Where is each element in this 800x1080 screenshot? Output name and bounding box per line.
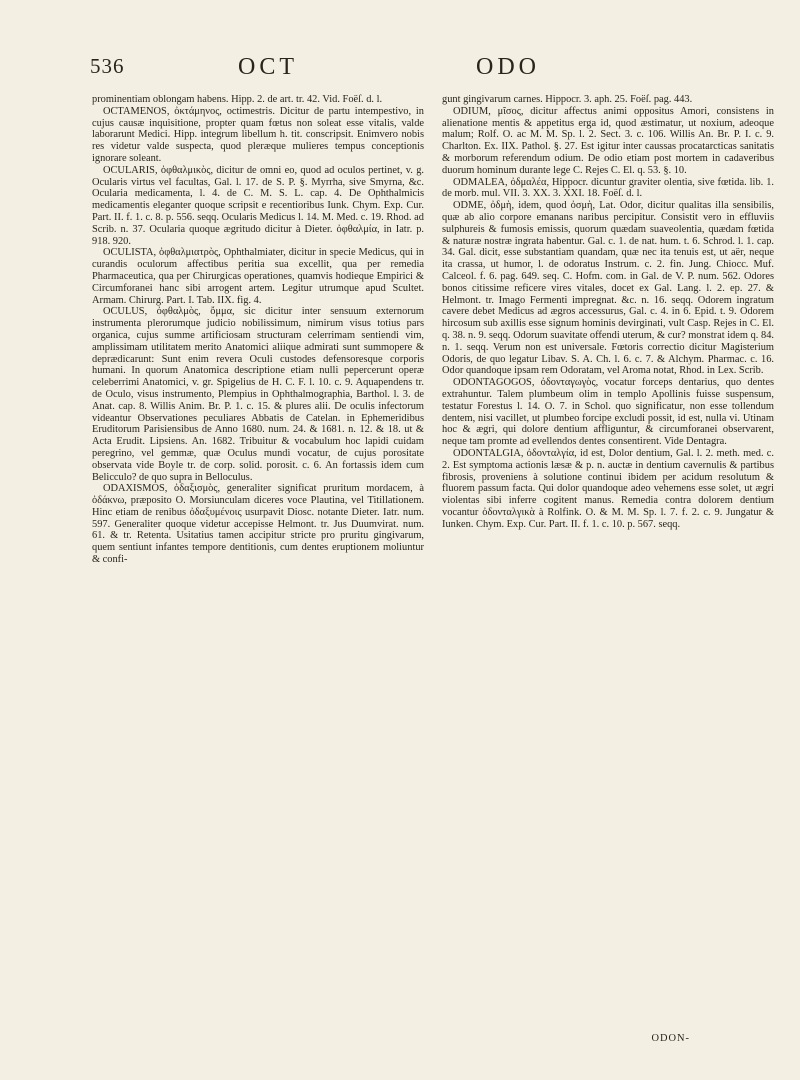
left-column	[92, 94, 424, 566]
entry-odaxismos: ODAXISMOS, ὀδαξισμὸς, generaliter significat pruritum mordacem, à ὀδάκνω, præposito O. Morsiunculam diceres voce Plautina, vel Titillationem. Hinc etiam de renibus ὀδαξυμένοις usurpavit Diosc. notante Dieter. Iatr. num. 597. Generaliter quoque videtur accepisse Helmont. tr. Jus Duumvirat. num. 61. & tr. Retenta. Usitatius tamen accipitur stricte pro pruritu gingivarum, quem sentiunt infantes tempore dentitionis, cum dentes eruptionem moliuntur & confi-	[92, 483, 424, 566]
right-running-head: ODO	[476, 54, 540, 80]
entry-ocularis: OCULARIS, ὀφθαλμικὸς, dicitur de omni eo, quod ad oculos pertinet, v. g. Ocularis virtus vel facultas, Gal. l. 17. de S. P. §. Myrrha, sive Smyrna, &c. Ocularia medicamenta, l. 4. de C. M. S. L. cap. 4. De Ophthalmicis medicamentis eleganter quoque scripsit e recentioribus Iunk. Chym. Exp. Cur. Part. II. f. 1. c. 8. p. 556. seqq. Ocularis Medicus l. 14. M. Med. c. 19. Rhod. ad Scrib. n. 37. Ocularia quoque ægritudo dicitur à Dieter. ὀφθαλμία, in Iatr. p. 918. 920.	[92, 164, 424, 247]
catchword: ODON-	[651, 1033, 690, 1044]
entry-continuation: gunt gingivarum carnes. Hippocr. 3. aph. 25. Foëſ. pag. 443.	[442, 94, 693, 105]
entry-odmalea: ODMALEA, ὀδμαλέα, Hippocr. dicuntur graviter olentia, sive fœtida. lib. 1. de morb. mul. VII. 3. XX. 3. XXI. 18. Foëſ. d. l.	[442, 176, 774, 200]
entry-odium: ODIUM, μῖσος, dicitur affectus animi oppositus Amori, consistens in alienatione mentis & appetitus erga id, quod æstimatur, ut noxium, adeoque malum; Rolf. O. ac M. M. Sp. l. 2. Sect. 3. c. 106. Willis An. Br. P. I. c. 9. Charlton. Ex. IIX. Pathol. §. 27. Est igitur inter caussas procatarcticas sanitatis & morborum referendum odium. De odio etiam post mortem in cadaveribus duorum hominum durante lege C. Rejes C. El. q. 53. §. 10.	[442, 105, 774, 176]
page-header	[90, 54, 700, 94]
entry-odme: ODME, ὀδμὴ, idem, quod ὀσμὴ, Lat. Odor, dicitur qualitas illa sensibilis, quæ ab alio corpore emanans naribus percipitur. Consistit vero in effluviis sulphureis & fumosis emissis, quorum quædam suaveolentia, quædam fœtida & naturæ nostræ ingrata habentur. Gal. c. 1. de nat. hum. t. 6. Schrod. l. 1. cap. 34. Gal. dicit, esse substantiam quandam, quæ nec ita tenuis est, ut aër, neque ita crassa, ut humor, l. de odoratus Instrum. c. 2. fin. Jung. Chiocc. Muf. Calceol. f. 6. pag. 649. seq. C. Hofm. com. in Gal. de V. P. num. 562. Odores bonos citissime reficere vires vitales, docet ex Gal. Lang. l. 2. ep. 27. & Helmont. tr. Imago Fermenti impregnat. &c. n. 16. seqq. Odorem ingratum cavere debet Medicus ad ægros accessurus, Gal. c. 4. in 6. Epid. t. 9. Odorem hircosum sub axillis esse signum hominis devirginati, vult Casp. Rejes in C. El. q. 38. n. 9. seqq. Odorum suavitate offendi uterum, & cur? monstrat idem q. 84. n. 1. seqq. Verum non est universale. Fœtoris correctio dicitur Magisterium Odoris, de quo legatur Libav. S. A. Ch. l. 6. c. 7. & Alchym. Pharmac. c. 16. Odor quandoque ipsam rem Odoratam, vel Aroma notat, Rhod. in Lex. Scrib.	[442, 200, 774, 377]
entry-oculus: OCULUS, ὀφθαλμὸς, ὄμμα, sic dicitur inter sensuum externorum instrumenta plerorumque judicio nobilissimum, nimirum visus totius pars organica, cujus summe artificiosam structuram celerrimam sentiendi vim, amplissimam utilitatem merito Anatomici aliique admirati sunt summopere & deprædicarunt: Sunt enim revera Oculi custodes defensoresque corporis humani. In quorum Anatomica descriptione etiam nulli pepercerunt operæ celeberrimi Anatomici, v. gr. Spigelius de H. C. F. l. 10. c. 9. Aquapendens tr. de Oculo, visus instrumento, Plempius in Ophthalmographia, Barthol. l. 3. de Anat. cap. 8. Willis Anim. Br. P. 1. c. 15. & plures alii. De oculis infectorum videantur Observationes peculiares Abbatis de Catelan. in Ephemeridibus Eruditorum Parisiensibus de Anno 1680. num. 24. & 1681. n. 12. & 18. ut & Acta Erudit. Lipsiens. An. 1682. Tribuitur & vocabulum hoc lapidi cuidam peregrino, vel gemmæ, quæ Oculus mundi vocatur, de cujus porositate observata vide Boyle tr. de corp. solid. porosit. c. 6. An fortassis idem cum Belicculo? de quo supra in Belloculus.	[92, 306, 424, 483]
entry-odontagogos: ODONTAGOGOS, ὀδονταγωγὸς, vocatur forceps dentarius, quo dentes extrahuntur. Talem plumbeum olim in templo Apollinis fuisse suspensum, testatur Forestus l. 14. O. 7. in Schol. quo significatur, non esse tollendum dentem, nisi vacillet, ut plumbeo forcipe excludi possit, id est, nulla vi. Utinam hoc & ægri, qui dolore dentium affliguntur, & circumforanei observarent, neque tam promte ad evellendos dentes consentirent. Vide Dentagra.	[442, 377, 774, 448]
entry-continuation: prominentiam oblongam habens. Hipp. 2. de art. tr. 42. Vid. Foëſ. d. l.	[92, 94, 383, 105]
right-column	[442, 94, 774, 530]
left-running-head: OCT	[238, 54, 298, 80]
entry-octamenos: OCTAMENOS, ὀκτάμηνος, octimestris. Dicitur de partu intempestivo, in cujus causæ inquisitione, propter quam fœtus non soleat esse vitalis, valde laborarunt Medici. Hipp. integrum libellum h. tit. conscripsit. Enimvero nobis res videtur valde suspecta, quod pleræque mulieres tempus conceptionis ignorare soleant.	[92, 105, 424, 164]
entry-odontalgia: ODONTALGIA, ὀδονταλγία, id est, Dolor dentium, Gal. l. 2. meth. med. c. 2. Est symptoma actionis læsæ & p. n. auctæ in dentium cavernulis & partibus fibrosis, proveniens à solutione continui ibidem per acidum resolutum & fluorem passum facta. Qui dolor quandoque adeo vehemens esse solet, ut ægri violentas sibi inferre cogitent manus. Remedia contra dolorem dentium vocantur ὀδονταλγικὰ à Rolfink. O. & M. M. Sp. l. 7. f. 2. c. 9. Jungatur & Iunken. Chym. Exp. Cur. Part. II. f. 1. c. 10. p. 567. seqq.	[442, 447, 774, 530]
page-number: 536	[90, 54, 125, 78]
entry-oculista: OCULISTA, ὀφθαλμιατρὸς, Ophthalmiater, dicitur in specie Medicus, qui in curandis oculorum affectibus peritia sua excellit, qua per remedia Pharmaceutica, qua per Chirurgicas operationes, quamvis hodieque Empirici & Circumforanei hanc sibi arrogent artem. Legitur utrumque apud Scultet. Armam. Chirurg. Part. I. Tab. IIX. fig. 4.	[92, 247, 424, 306]
